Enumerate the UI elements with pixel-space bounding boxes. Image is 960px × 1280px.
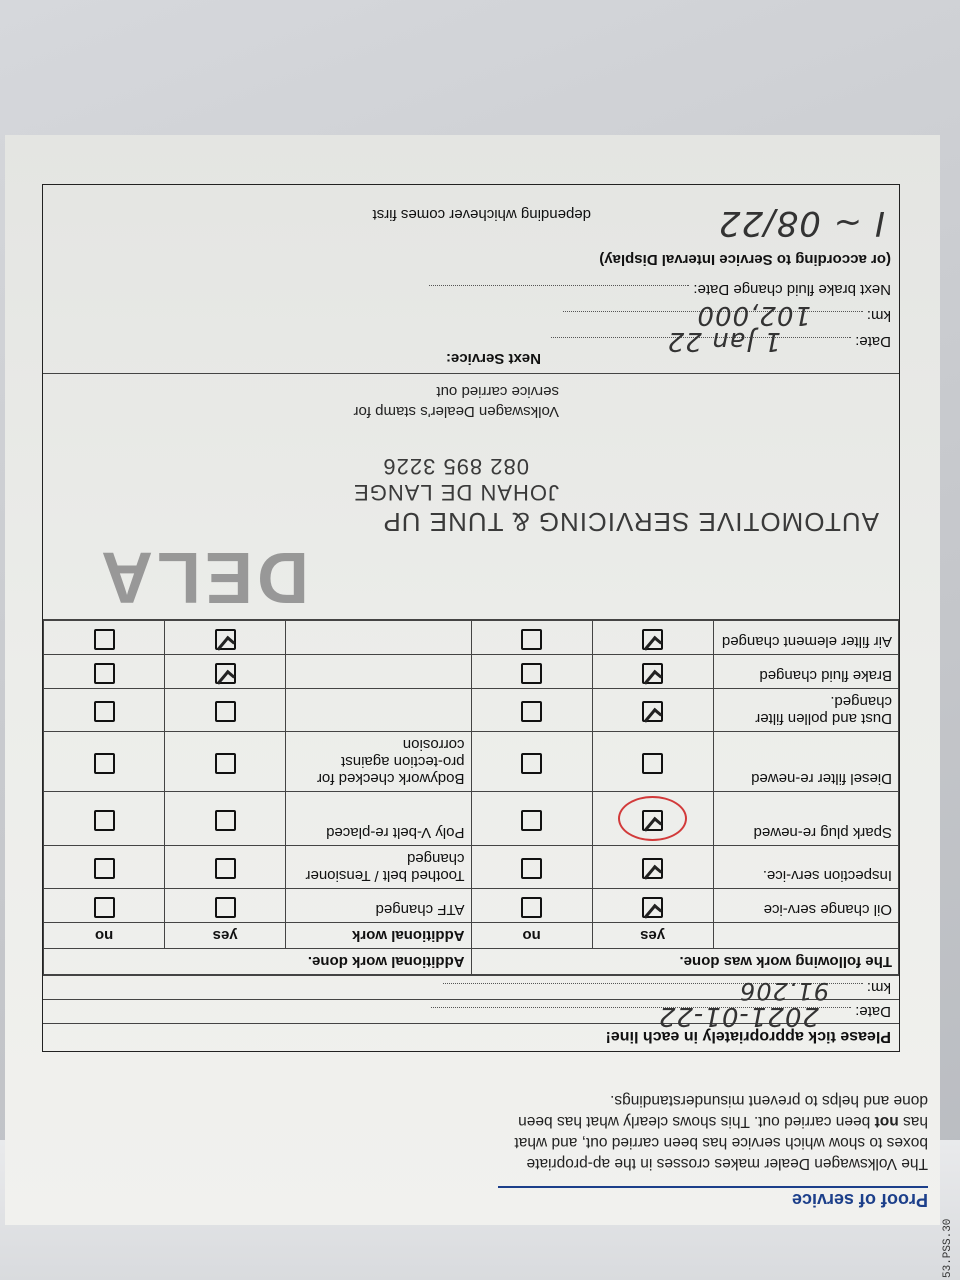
next-brake-row: Next brake fluid change Date: <box>51 272 891 298</box>
item-label: Air filter element changed <box>713 621 898 655</box>
additional-item-label: Toothed belt / Tensioner changed <box>286 846 471 889</box>
additional-yes-checkbox[interactable] <box>215 753 236 774</box>
yes-header-2: yes <box>165 923 286 949</box>
yes-checkbox[interactable] <box>642 753 663 774</box>
table-row <box>44 732 899 792</box>
table-row <box>44 846 899 889</box>
additional-no-cell <box>44 689 165 732</box>
additional-yes-cell <box>165 732 286 792</box>
no-cell <box>471 846 592 889</box>
handwritten-km: 91.206 <box>739 977 829 1005</box>
no-cell <box>471 732 592 792</box>
additional-no-cell <box>44 846 165 889</box>
additional-no-cell <box>44 655 165 689</box>
additional-yes-cell <box>165 889 286 923</box>
handwritten-date: 2021-01-22 <box>657 1001 819 1031</box>
additional-yes-cell <box>165 792 286 846</box>
service-form <box>42 184 900 1052</box>
yes-checkbox[interactable] <box>642 897 663 918</box>
next-service-label: Next Service: <box>445 350 541 367</box>
no-checkbox[interactable] <box>521 897 542 918</box>
dealer-stamp-label: Volkswagen Dealer's stamp for service carried out <box>353 383 559 420</box>
additional-yes-checkbox[interactable] <box>215 859 236 880</box>
stamp-line2: JOHAN DE LANGE <box>353 480 559 505</box>
interval-row <box>51 191 891 251</box>
no-cell <box>471 792 592 846</box>
additional-no-checkbox[interactable] <box>94 702 115 723</box>
item-label: Diesel filter re-newed <box>713 732 898 792</box>
additional-no-cell <box>44 621 165 655</box>
red-circle-mark <box>618 796 687 841</box>
handwritten-interval: I ~ 08/22 <box>717 203 885 243</box>
stamp-logo: DELA <box>97 537 309 617</box>
no-cell <box>471 889 592 923</box>
stamp-line1: AUTOMOTIVE SERVICING & TUNE UP <box>382 507 879 537</box>
additional-yes-cell <box>165 846 286 889</box>
item-label: Brake fluid changed <box>713 655 898 689</box>
stamp-line3: 082 895 3226 <box>382 454 529 479</box>
table-row <box>44 621 899 655</box>
additional-item-label: Poly V-belt re-placed <box>286 792 471 846</box>
work-body <box>44 621 899 923</box>
dealer-label-row <box>43 373 899 429</box>
yes-cell <box>592 689 713 732</box>
additional-no-cell <box>44 889 165 923</box>
km-row: km: 91.206 <box>43 975 899 999</box>
additional-item-label: Bodywork checked for pro-tection against corrosion <box>286 732 471 792</box>
additional-item-label: ATF changed <box>286 889 471 923</box>
item-label: Oil change serv-ice <box>713 889 898 923</box>
additional-yes-checkbox[interactable] <box>215 810 236 831</box>
additional-no-checkbox[interactable] <box>94 629 115 650</box>
additional-item-label <box>286 621 471 655</box>
additional-item-label <box>286 689 471 732</box>
yes-cell <box>592 732 713 792</box>
work-table <box>43 620 899 975</box>
additional-item-label <box>286 655 471 689</box>
additional-no-checkbox[interactable] <box>94 897 115 918</box>
no-checkbox[interactable] <box>521 810 542 831</box>
handwritten-next-km: 102,000 <box>696 300 811 330</box>
additional-yes-checkbox[interactable] <box>215 663 236 684</box>
yes-checkbox[interactable] <box>642 702 663 723</box>
item-label: Inspection serv-ice. <box>713 846 898 889</box>
yes-cell <box>592 846 713 889</box>
proof-of-service-title: Proof of service <box>791 1190 928 1210</box>
no-checkbox[interactable] <box>521 859 542 880</box>
additional-no-checkbox[interactable] <box>94 663 115 684</box>
yes-checkbox[interactable] <box>642 859 663 880</box>
no-checkbox[interactable] <box>521 753 542 774</box>
additional-heading: Additional work done. <box>44 949 472 975</box>
no-checkbox[interactable] <box>521 663 542 684</box>
depending-text: depending whichever comes first <box>372 206 591 223</box>
additional-yes-cell <box>165 655 286 689</box>
table-row <box>44 889 899 923</box>
yes-header: yes <box>592 923 713 949</box>
additional-yes-checkbox[interactable] <box>215 702 236 723</box>
additional-work-header: Additional work <box>286 923 471 949</box>
no-header: no <box>471 923 592 949</box>
yes-checkbox[interactable] <box>642 629 663 650</box>
next-date-row: Date: 1 Jan 22 <box>51 324 891 350</box>
additional-yes-checkbox[interactable] <box>215 897 236 918</box>
item-label: Dust and pollen filter changed. <box>713 689 898 732</box>
additional-no-checkbox[interactable] <box>94 753 115 774</box>
no-cell <box>471 689 592 732</box>
date-row: Date: 2021-01-22 <box>43 999 899 1023</box>
side-code: 53.PSS.30 <box>942 1218 954 1278</box>
intro-text: The Volkswagen Dealer makes crosses in the ap-propriate boxes to show which service has been carried out, and what has not been carried out. This shows clearly what has been done and helps to prevent misunderstandings. <box>514 1092 928 1172</box>
yes-checkbox[interactable] <box>642 810 663 831</box>
yes-cell <box>592 655 713 689</box>
additional-no-checkbox[interactable] <box>94 810 115 831</box>
dealer-stamp <box>43 429 899 620</box>
yes-cell <box>592 792 713 846</box>
yes-cell <box>592 621 713 655</box>
table-row <box>44 792 899 846</box>
interval-display-text: (or according to Service Interval Display) <box>599 251 891 268</box>
tick-heading: Please tick appropriately in each line! <box>43 1023 899 1051</box>
title-rule <box>498 1186 928 1188</box>
no-checkbox[interactable] <box>521 702 542 723</box>
handwritten-next-date: 1 Jan 22 <box>666 326 781 356</box>
item-label: Spark plug re-newed <box>713 792 898 846</box>
additional-yes-cell <box>165 689 286 732</box>
blank-header <box>713 923 898 949</box>
no-cell <box>471 655 592 689</box>
yes-checkbox[interactable] <box>642 663 663 684</box>
no-checkbox[interactable] <box>521 629 542 650</box>
no-cell <box>471 621 592 655</box>
additional-no-checkbox[interactable] <box>94 859 115 880</box>
next-km-row: km: 102,000 <box>51 298 891 324</box>
next-service-section <box>43 185 899 373</box>
table-row <box>44 689 899 732</box>
yes-cell <box>592 889 713 923</box>
additional-yes-cell <box>165 621 286 655</box>
no-header-2: no <box>44 923 165 949</box>
additional-no-cell <box>44 792 165 846</box>
table-row <box>44 655 899 689</box>
additional-no-cell <box>44 732 165 792</box>
additional-yes-checkbox[interactable] <box>215 629 236 650</box>
work-heading: The following work was done. <box>471 949 898 975</box>
